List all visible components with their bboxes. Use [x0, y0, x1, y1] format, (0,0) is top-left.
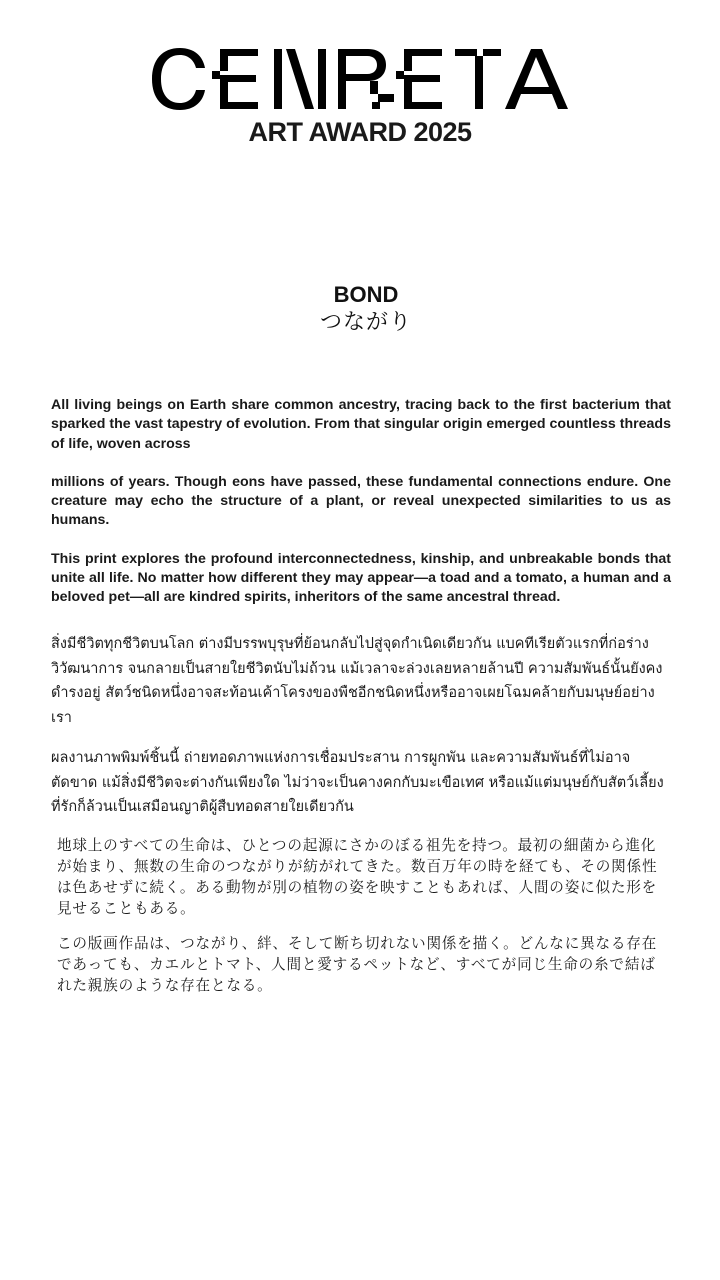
logo — [0, 46, 720, 112]
logo-letter-e2 — [396, 49, 442, 109]
logo-letter-t — [455, 49, 501, 109]
logo-letter-n — [274, 49, 326, 109]
description-english — [51, 396, 671, 627]
artwork-title-en: BOND — [333, 282, 399, 307]
description-thai — [51, 632, 673, 836]
logo-subtitle: ART AWARD 2025 — [248, 117, 472, 147]
logo-wordmark — [150, 46, 570, 112]
description-en-paragraph: All living beings on Earth share common ancestry, tracing back to the first bacterium that sparked the vast tapestry of evolution. From that singular origin emerged countless threads of life, woven across — [51, 397, 671, 452]
artwork-title-ja: つながり — [319, 310, 412, 335]
description-en-paragraph: This print explores the profound interconnectedness, kinship, and unbreakable bonds that unite all life. No matter how different they may appear—a toad and a tomato, a human and a beloved pet—all are kindred spirits, inheritors of the same ancestral thread. — [51, 550, 671, 606]
description-en-paragraph: millions of years. Though eons have passed, these fundamental connections endure. One creature may echo the structure of a plant, or reveal unexpected similarities to us as humans. — [51, 473, 671, 529]
logo-letter-a — [505, 49, 568, 109]
artwork-title-block — [0, 281, 720, 337]
description-th-paragraph: ผลงานภาพพิมพ์ชิ้นนี้ ถ่ายทอดภาพแห่งการเชื่อมประสาน การผูกพัน และความสัมพันธ์ที่ไม่อาจตัดขาด แม้สิ่งมีชีวิตจะต่างกันเพียงใด ไม่ว่าจะเป็นคางคกกับมะเขือเทศ หรือแม้แต่มนุษย์กับสัตว์เลี้ยงที่รักก็ล้วนเป็นเสมือนญาติผู้สืบทอดสายใยเดียวกัน — [51, 750, 664, 815]
description-ja-paragraph: この版画作品は、つながり、絆、そして断ち切れない関係を描く。どんなに異なる存在であっても、カエルとトマト、人間と愛するペットなど、すべてが同じ生命の糸で結ばれた親族のような存在となる。 — [57, 935, 658, 994]
logo-letter-r — [338, 49, 394, 109]
logo-letter-c — [152, 48, 205, 110]
logo-letter-e1 — [212, 49, 258, 109]
description-ja-paragraph: 地球上のすべての生命は、ひとつの起源にさかのぼる祖先を持つ。最初の細菌から進化が始まり、無数の生命のつながりが紡がれてきた。数百万年の時を経ても、その関係性は色あせずに続く。ある動物が別の植物の姿を映すこともあれば、人間の姿に似た形を見せることもある。 — [57, 837, 658, 917]
description-th-paragraph: สิ่งมีชีวิตทุกชีวิตบนโลก ต่างมีบรรพบุรุษที่ย้อนกลับไปสู่จุดกำเนิดเดียวกัน แบคทีเรียตัวแรกที่ก่อร่างวิวัฒนาการ จนกลายเป็นสายใยชีวิตนับไม่ถ้วน แม้เวลาจะล่วงเลยหลายล้านปี ความสัมพันธ์นั้นยังคงดำรงอยู่ สัตว์ชนิดหนึ่งอาจสะท้อนเค้าโครงของพืชอีกชนิดหนึ่งหรืออาจเผยโฉมคล้ายกับมนุษย์อย่างเรา — [51, 636, 663, 726]
description-japanese — [57, 835, 669, 1010]
